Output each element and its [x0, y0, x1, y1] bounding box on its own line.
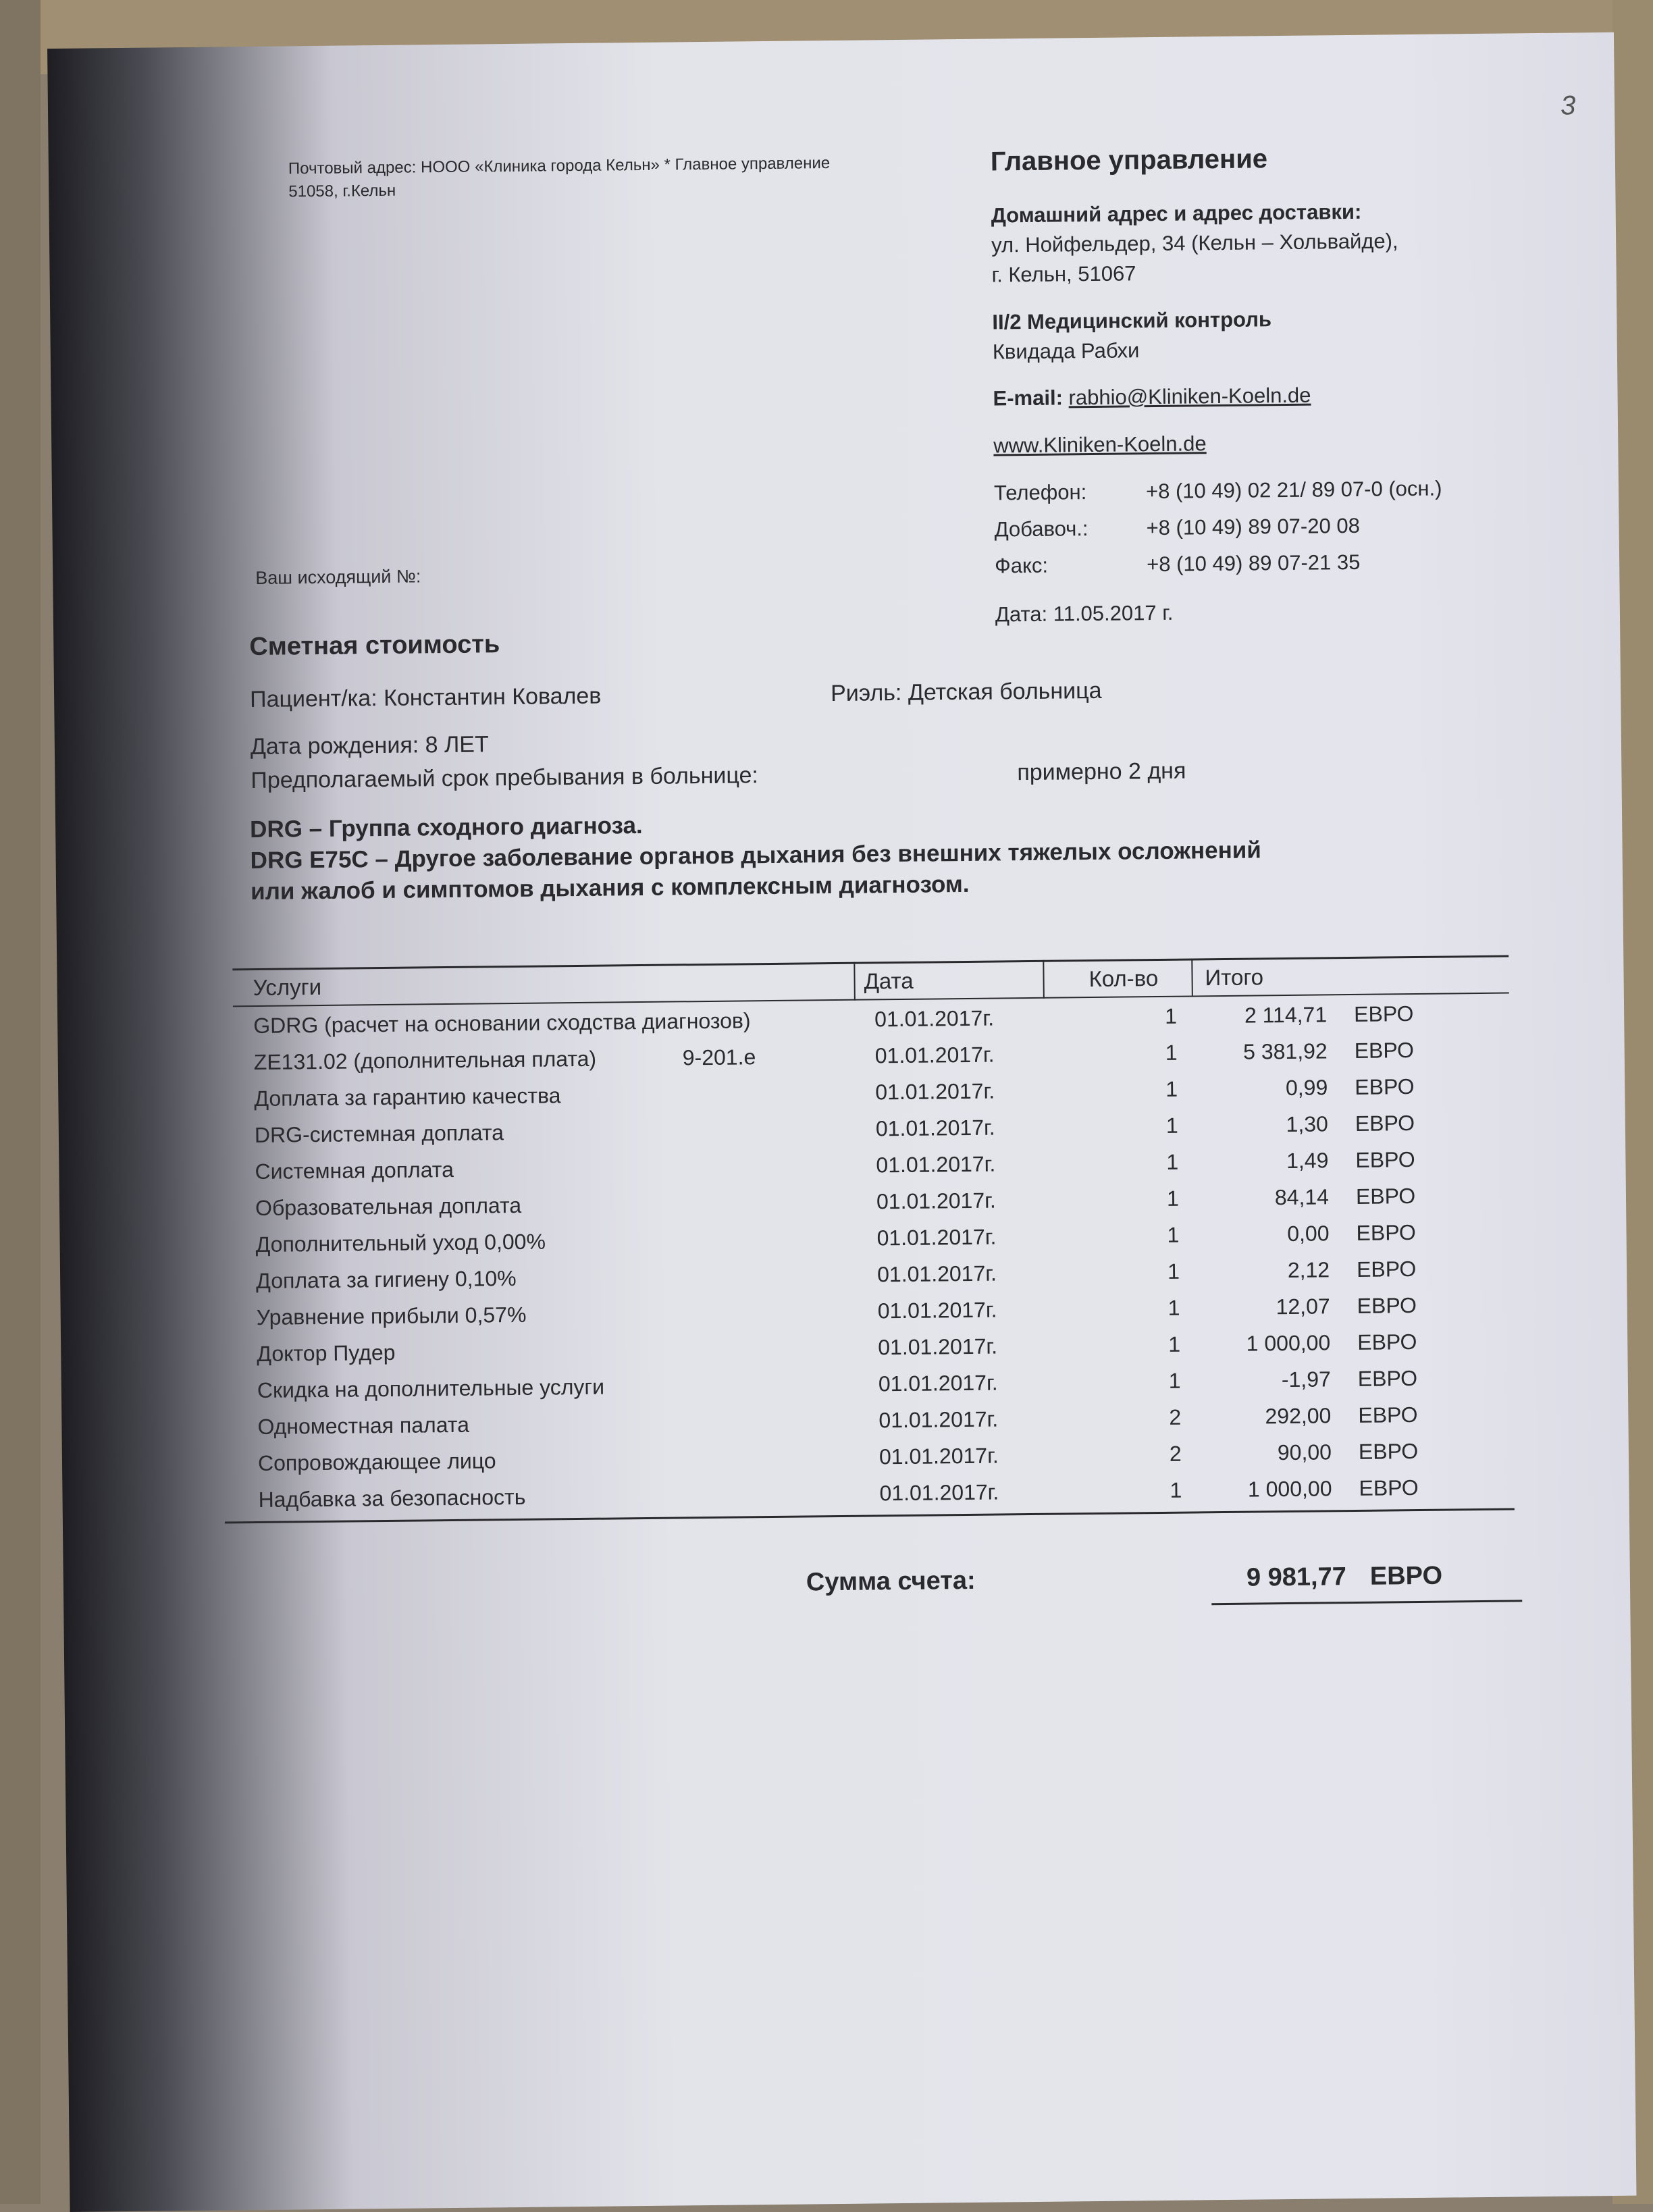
table-row-currency: ЕВРО	[1353, 1001, 1414, 1026]
table-row-date: 01.01.2017г.	[878, 1406, 999, 1433]
patient-ward: Риэль: Детская больница	[830, 677, 1102, 707]
table-row-amount: 1,30	[1286, 1111, 1329, 1137]
fax-label: Факс:	[994, 553, 1049, 578]
table-row-date: 01.01.2017г.	[874, 1005, 995, 1032]
ext-value: +8 (10 49) 89 07-20 08	[1146, 513, 1361, 540]
department: II/2 Медицинский контроль	[992, 307, 1272, 334]
table-row-currency: ЕВРО	[1355, 1111, 1415, 1136]
table-row-service: Сопровождающее лицо	[257, 1448, 496, 1475]
table-row-qty: 1	[1170, 1477, 1182, 1502]
total-underline	[1211, 1600, 1522, 1605]
table-row-currency: ЕВРО	[1354, 1038, 1415, 1063]
table-row-service: Надбавка за безопасность	[258, 1484, 526, 1512]
table-row-qty: 2	[1169, 1404, 1182, 1429]
table-row-service: Дополнительный уход 0,00%	[255, 1229, 546, 1257]
table-row-currency: ЕВРО	[1355, 1147, 1415, 1172]
table-row-date: 01.01.2017г.	[875, 1115, 995, 1141]
drg-line2: DRG E75C – Другое заболевание органов дыхания без внешних тяжелых осложнений	[250, 837, 1262, 874]
table-row-amount: 1,49	[1286, 1148, 1329, 1174]
table-header-services: Услуги	[253, 974, 322, 1001]
table-row-qty: 2	[1169, 1441, 1182, 1466]
table-row-note: 9-201.e	[682, 1045, 756, 1070]
table-row-qty: 1	[1167, 1222, 1180, 1247]
total-currency: ЕВРО	[1369, 1561, 1443, 1591]
fax-value: +8 (10 49) 89 07-21 35	[1146, 550, 1361, 577]
your-ref-label: Ваш исходящий №:	[255, 566, 421, 588]
table-row-qty: 1	[1167, 1295, 1180, 1320]
table-row-currency: ЕВРО	[1357, 1366, 1418, 1391]
total-label: Сумма счета:	[806, 1566, 976, 1597]
doc-title: Сметная стоимость	[249, 630, 500, 662]
table-row-date: 01.01.2017г.	[879, 1479, 999, 1506]
sender-org-title: Главное управление	[990, 144, 1268, 177]
patient-name: Пациент/ка: Константин Ковалев	[249, 683, 602, 713]
page-number: 3	[1560, 90, 1576, 121]
table-row-service: ZE131.02 (дополнительная плата)	[253, 1046, 597, 1075]
address-label: Домашний адрес и адрес доставки:	[991, 199, 1362, 228]
table-header-total: Итого	[1205, 964, 1264, 991]
table-col-divider	[1191, 958, 1193, 997]
table-row-amount: 12,07	[1276, 1294, 1330, 1319]
table-row-service: Уравнение прибыли 0,57%	[256, 1302, 527, 1330]
table-row-date: 01.01.2017г.	[878, 1443, 999, 1469]
table-row-currency: ЕВРО	[1358, 1402, 1418, 1427]
table-row-service: Доплата за гарантию качества	[254, 1083, 561, 1111]
phone-label: Телефон:	[993, 480, 1087, 505]
table-row-service: Одноместная палата	[257, 1412, 470, 1439]
table-row-date: 01.01.2017г.	[876, 1188, 996, 1214]
table-row-service: Системная доплата	[255, 1157, 454, 1184]
table-row-qty: 1	[1168, 1368, 1181, 1393]
table-row-qty: 1	[1165, 1113, 1178, 1138]
postal-address-line1: Почтовый адрес: НООО «Клиника города Кельн» * Главное управление	[288, 154, 831, 178]
table-row-amount: -1,97	[1281, 1367, 1331, 1392]
table-row-amount: 292,00	[1265, 1403, 1332, 1429]
table-row-service: Доктор Пудер	[257, 1340, 396, 1367]
table-row-qty: 1	[1165, 1040, 1178, 1065]
address-line1: ул. Нойфельдер, 34 (Кельн – Хольвайде),	[991, 229, 1398, 257]
table-row-amount: 0,00	[1287, 1221, 1330, 1246]
postal-address-line2: 51058, г.Кельн	[288, 181, 396, 201]
table-row-currency: ЕВРО	[1355, 1074, 1415, 1099]
stay-label: Предполагаемый срок пребывания в больнице:	[251, 762, 759, 794]
table-row-date: 01.01.2017г.	[878, 1370, 998, 1396]
table-row-qty: 1	[1165, 1076, 1178, 1101]
email-row	[993, 384, 1311, 411]
address-line2: г. Кельн, 51067	[991, 261, 1136, 287]
table-row-currency: ЕВРО	[1357, 1293, 1417, 1318]
table-row-amount: 2 114,71	[1244, 1002, 1328, 1028]
table-col-divider	[854, 962, 856, 1001]
email-link[interactable]: rabhio@Kliniken-Koeln.de	[1068, 383, 1311, 410]
stay-value: примерно 2 дня	[1017, 758, 1186, 786]
table-row-date: 01.01.2017г.	[876, 1261, 997, 1287]
table-row-qty: 1	[1168, 1332, 1181, 1357]
email-label: E-mail:	[993, 386, 1064, 411]
table-row-amount: 5 381,92	[1242, 1038, 1328, 1064]
website-link[interactable]: www.Kliniken-Koeln.de	[993, 431, 1207, 458]
table-row-date: 01.01.2017г.	[874, 1042, 995, 1068]
table-row-date: 01.01.2017г.	[878, 1334, 998, 1360]
table-row-currency: ЕВРО	[1355, 1184, 1416, 1209]
table-row-currency: ЕВРО	[1358, 1439, 1419, 1464]
table-row-amount: 1 000,00	[1247, 1476, 1332, 1502]
table-row-amount: 2,12	[1287, 1257, 1330, 1283]
table-row-amount: 90,00	[1277, 1440, 1332, 1465]
document-date: Дата: 11.05.2017 г.	[995, 600, 1174, 627]
table-row-currency: ЕВРО	[1357, 1329, 1417, 1354]
table-row-amount: 0,99	[1285, 1075, 1328, 1101]
phone-value: +8 (10 49) 02 21/ 89 07-0 (осн.)	[1145, 476, 1442, 504]
table-row-date: 01.01.2017г.	[877, 1297, 997, 1323]
table-header-date: Дата	[864, 968, 914, 994]
patient-dob: Дата рождения: 8 ЛЕТ	[250, 731, 489, 760]
table-row-service: DRG-системная доплата	[254, 1120, 504, 1148]
document-page	[47, 32, 1636, 2212]
table-header-qty: Кол-во	[1088, 965, 1159, 992]
table-row-qty: 1	[1166, 1186, 1179, 1211]
table-row-service: Доплата за гигиену 0,10%	[256, 1265, 517, 1294]
table-row-date: 01.01.2017г.	[876, 1224, 997, 1250]
table-row-amount: 84,14	[1274, 1184, 1330, 1210]
table-row-amount: 1 000,00	[1246, 1330, 1331, 1356]
table-row-currency: ЕВРО	[1356, 1257, 1417, 1282]
table-row-qty: 1	[1167, 1259, 1180, 1284]
desk-background-left	[0, 0, 41, 2204]
table-col-divider	[1043, 960, 1045, 999]
drg-line3: или жалоб и симптомов дыхания с комплексным диагнозом.	[250, 870, 970, 905]
table-row-date: 01.01.2017г.	[876, 1151, 996, 1178]
table-row-currency: ЕВРО	[1359, 1475, 1419, 1500]
ext-label: Добавоч.:	[994, 517, 1088, 542]
drg-line1: DRG – Группа сходного диагноза.	[249, 812, 643, 843]
contact-name: Квидада Рабхи	[992, 338, 1140, 364]
table-row-qty: 1	[1164, 1003, 1178, 1028]
total-amount: 9 981,77	[1246, 1562, 1347, 1592]
table-row-currency: ЕВРО	[1356, 1220, 1416, 1245]
table-row-date: 01.01.2017г.	[875, 1078, 995, 1105]
table-row-service: GDRG (расчет на основании сходства диагнозов)	[253, 1008, 751, 1038]
table-row-service: Образовательная доплата	[255, 1192, 522, 1221]
table-row-service: Скидка на дополнительные услуги	[257, 1374, 605, 1403]
table-row-qty: 1	[1166, 1149, 1179, 1174]
